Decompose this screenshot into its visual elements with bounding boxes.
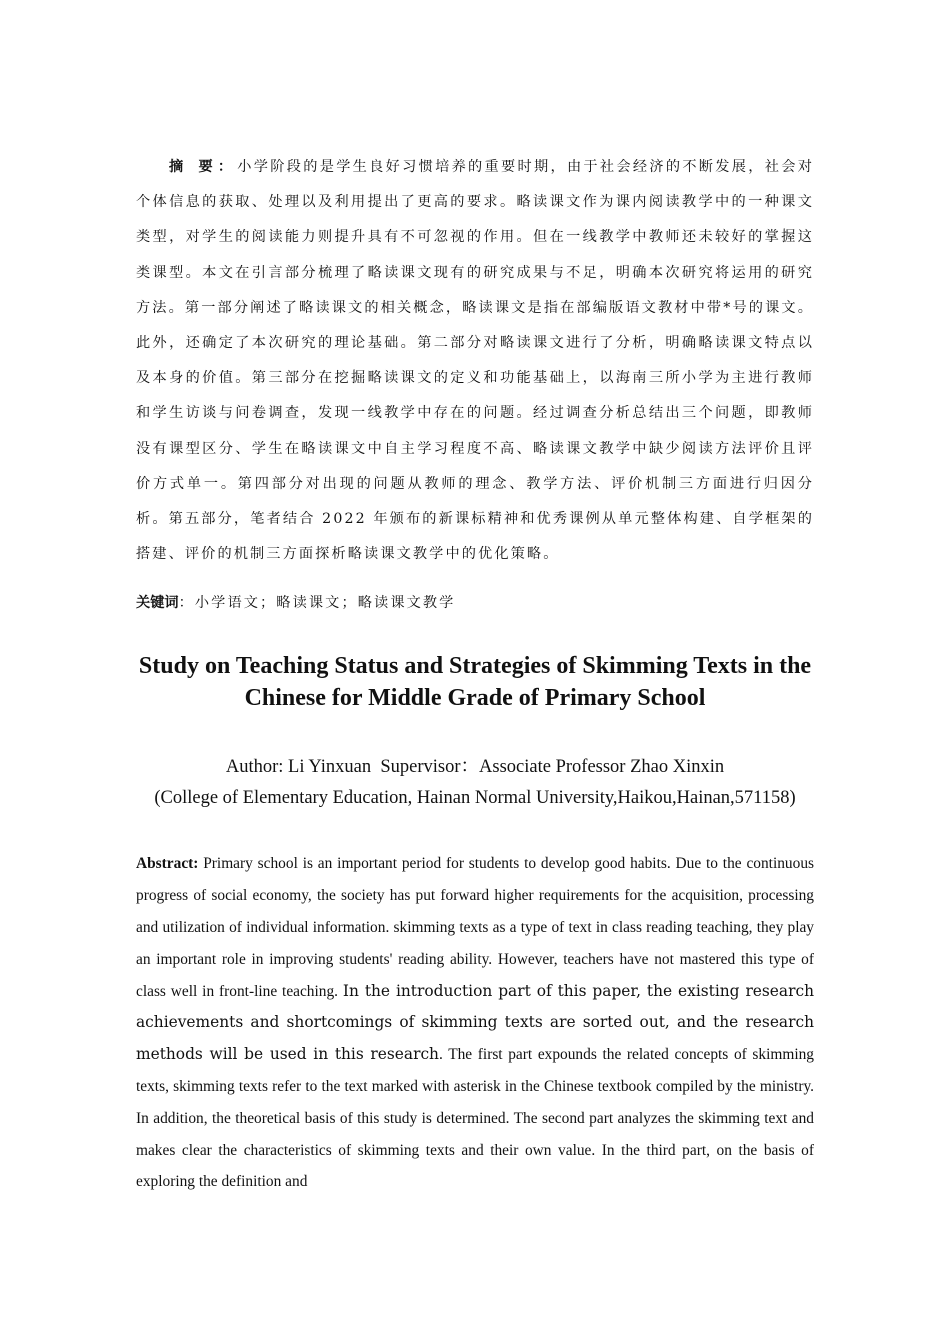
author-line: Author: Li Yinxuan Supervisor：Associate Professor Zhao Xinxin [225,757,725,778]
english-abstract-part3: . The first part expounds the related concepts of skimming texts, skimming texts refer to the text marked with asterisk in the Chinese textbook compiled by the ministry. In addition, the theoretical basis of this study is determined. The second part analyzes the skimming text and makes clear the characteristics of skimming texts and their own value. In the third part, on the basis of exploring the definition and [136,1046,814,1191]
english-abstract-part1: Primary school is an important period for students to develop good habits. Due to the continuous progress of social economy, the society has put forward higher requirements for the acquisition, processing and utilization of individual information. skimming texts as a type of text in class reading teaching, they play an important role in improving students' reading ability. However, teachers have not mastered this type of class well in front-line teaching. [136,855,814,1000]
chinese-abstract-text: 小学阶段的是学生良好习惯培养的重要时期，由于社会经济的不断发展，社会对个体信息的获取、处理以及利用提出了更高的要求。略读课文作为课内阅读教学中的一种课文类型，对学生的阅读能力则提升具有不可忽视的作用。但在一线教学中教师还未较好的掌握这类课型。本文在引言部分梳理了略读课文现有的研究成果与不足，明确本次研究将运用的研究方法。第一部分阐述了略读课文的相关概念，略读课文是指在部编版语文教材中带*号的课文。此外，还确定了本次研究的理论基础。第二部分对略读课文进行了分析，明确略读课文特点以及本身的价值。第三部分在挖掘略读课文的定义和功能基础上，以海南三所小学为主进行教师和学生访谈与问卷调查，发现一线教学中存在的问题。经过调查分析总结出三个问题，即教师没有课型区分、学生在略读课文中自主学习程度不高、略读课文教学中缺少阅读方法评价且评价方式单一。第四部分对出现的问题从教师的理念、教学方法、评价机制三方面进行归因分析。第五部分，笔者结合 2022 年颁布的新课标精神和优秀课例从单元整体构建、自学框架的搭建、评价的机制三方面探析略读课文教学中的优化策略。 [136,159,814,563]
chinese-keywords [136,586,814,620]
english-abstract [136,848,814,1198]
chinese-abstract-label: 摘 要： [169,159,238,175]
keywords-label: 关键词 [136,595,179,612]
chinese-abstract [136,150,814,572]
english-abstract-label: Abstract: [136,855,199,873]
keywords-text: ：小学语文；略读课文；略读课文教学 [178,595,456,612]
paper-page [136,150,814,1198]
english-abstract-part2: In the introduction part of this paper, the existing research achievements and shortcomings of skimming texts are sorted out, and the research methods will be used in this research [136,981,814,1064]
english-title: Study on Teaching Status and Strategies of Skimming Texts in the Chinese for Middle Grade of Primary School [138,653,812,712]
affiliation: (College of Elementary Education, Hainan Normal University,Haikou,Hainan,571158) [154,788,796,809]
